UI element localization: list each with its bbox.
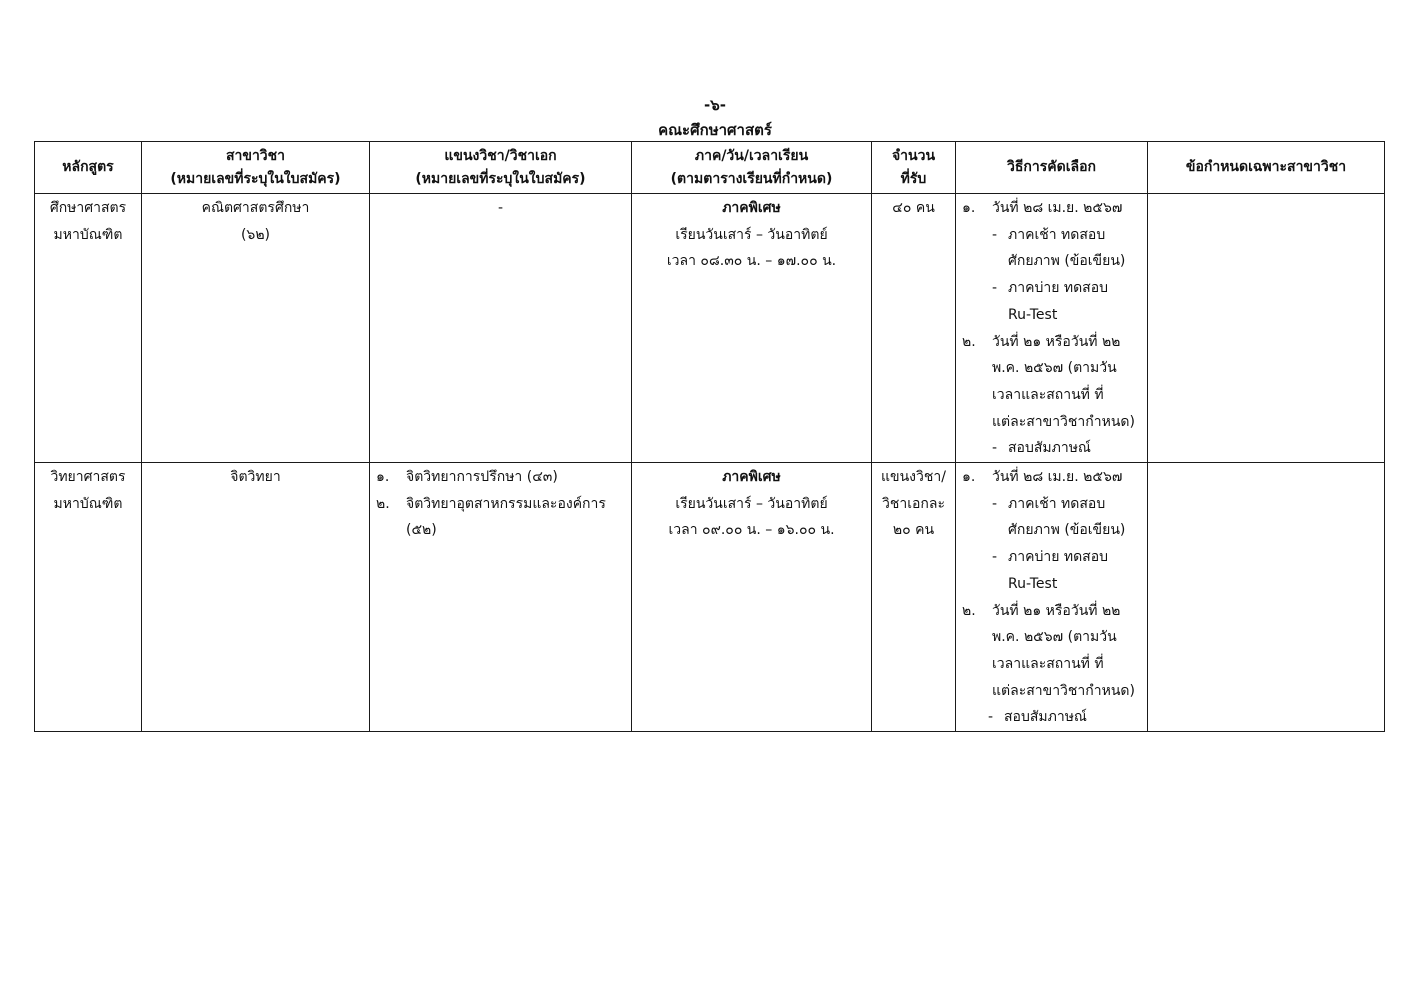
header-track-line1: แขนงวิชา/วิชาเอก xyxy=(444,147,557,164)
selection-item-text: พ.ค. ๒๕๖๗ (ตามวัน xyxy=(992,360,1117,377)
dash-bullet: - xyxy=(992,495,998,512)
dash-bullet: - xyxy=(992,549,998,566)
selection-sub-text: ภาคบ่าย ทดสอบ xyxy=(1008,549,1109,566)
header-quota-line1: จำนวน xyxy=(891,147,936,164)
track-cell xyxy=(370,463,632,732)
header-major xyxy=(142,142,370,194)
selection-item-number: ๒. xyxy=(962,602,976,619)
selection-sub-text: สอบสัมภาษณ์ xyxy=(1004,709,1087,726)
header-quota xyxy=(872,142,956,194)
selection-cell xyxy=(956,463,1148,732)
header-track xyxy=(370,142,632,194)
selection-item xyxy=(962,195,1147,222)
header-requirements xyxy=(1148,142,1385,194)
header-selection xyxy=(956,142,1148,194)
selection-sub-text: ศักยภาพ (ข้อเขียน) xyxy=(1008,253,1126,270)
table-row xyxy=(35,194,1385,463)
selection-cell xyxy=(956,194,1148,463)
dash-bullet: - xyxy=(992,440,998,457)
header-schedule-line2: (ตามตารางเรียนที่กำหนด) xyxy=(670,170,833,187)
major-cell xyxy=(142,194,370,463)
program-line2: มหาบัณฑิต xyxy=(53,226,123,243)
selection-item-text: เวลาและสถานที่ ที่ xyxy=(992,386,1104,403)
header-schedule-line1: ภาค/วัน/เวลาเรียน xyxy=(694,147,809,164)
selection-sub-text: Ru-Test xyxy=(1008,575,1058,592)
page-number: -๖- xyxy=(704,96,726,114)
schedule-cell xyxy=(632,463,872,732)
selection-item xyxy=(962,464,1147,491)
track-cell xyxy=(370,194,632,463)
quota-cell xyxy=(872,463,956,732)
selection-item-number: ๑. xyxy=(962,469,976,486)
selection-sub-text: ศักยภาพ (ข้อเขียน) xyxy=(1008,522,1126,539)
schedule-time: เวลา ๐๙.๐๐ น. – ๑๖.๐๐ น. xyxy=(668,522,835,539)
dash-bullet: - xyxy=(992,280,998,297)
track-dash: - xyxy=(497,200,504,216)
track-item xyxy=(376,464,631,491)
header-requirements-label: ข้อกำหนดเฉพาะสาขาวิชา xyxy=(1185,159,1347,175)
header-row xyxy=(35,142,1385,194)
selection-item-number: ๑. xyxy=(962,200,976,216)
header-quota-line2: ที่รับ xyxy=(900,170,927,187)
admission-table xyxy=(34,141,1385,732)
program-line2: มหาบัณฑิต xyxy=(53,495,123,512)
program-cell xyxy=(35,194,142,463)
quota-value: ๔๐ คน xyxy=(892,200,935,216)
faculty-title: คณะศึกษาศาสตร์ xyxy=(658,121,772,139)
program-line1: วิทยาศาสตร xyxy=(50,469,126,486)
dash-bullet: - xyxy=(988,709,994,726)
schedule-days: เรียนวันเสาร์ – วันอาทิตย์ xyxy=(675,226,828,243)
quota-line3: ๒๐ คน xyxy=(892,522,935,539)
track-item-number: ๑. xyxy=(376,469,390,486)
major-name: คณิตศาสตรศึกษา xyxy=(201,200,310,216)
selection-item-number: ๒. xyxy=(962,333,976,350)
selection-sub-text: Ru-Test xyxy=(1008,306,1058,323)
header-track-line2: (หมายเลขที่ระบุในใบสมัคร) xyxy=(415,170,586,187)
selection-sub-text: ภาคเช้า ทดสอบ xyxy=(1008,226,1106,243)
major-code: (๖๒) xyxy=(240,226,271,243)
program-cell xyxy=(35,463,142,732)
schedule-cell xyxy=(632,194,872,463)
selection-item xyxy=(962,329,1147,356)
selection-item-text: เวลาและสถานที่ ที่ xyxy=(992,655,1104,672)
program-line1: ศึกษาศาสตร xyxy=(49,200,127,216)
track-item-text: จิตวิทยาการปรึกษา (๔๓) xyxy=(406,469,558,486)
selection-item xyxy=(962,598,1147,625)
selection-item-text: แต่ละสาขาวิชากำหนด) xyxy=(992,413,1135,430)
requirements-cell xyxy=(1148,194,1385,463)
schedule-title: ภาคพิเศษ xyxy=(722,469,781,486)
header-major-line1: สาขาวิชา xyxy=(225,147,286,164)
major-name: จิตวิทยา xyxy=(230,469,281,486)
quota-line1: แขนงวิชา/ xyxy=(881,469,946,486)
table-row xyxy=(35,463,1385,732)
header-selection-label: วิธีการคัดเลือก xyxy=(1007,159,1096,175)
header-major-line2: (หมายเลขที่ระบุในใบสมัคร) xyxy=(170,170,341,187)
selection-sub-text: สอบสัมภาษณ์ xyxy=(1008,440,1091,457)
schedule-time: เวลา ๐๘.๓๐ น. – ๑๗.๐๐ น. xyxy=(666,253,837,270)
major-cell xyxy=(142,463,370,732)
requirements-cell xyxy=(1148,463,1385,732)
quota-cell xyxy=(872,194,956,463)
selection-item-text: วันที่ ๒๑ หรือวันที่ ๒๒ xyxy=(992,602,1121,619)
selection-item-text: วันที่ ๒๘ เม.ย. ๒๕๖๗ xyxy=(992,469,1123,486)
selection-item-text: วันที่ ๒๑ หรือวันที่ ๒๒ xyxy=(992,333,1121,350)
track-item-text: จิตวิทยาอุตสาหกรรมและองค์การ xyxy=(406,495,606,512)
header-schedule xyxy=(632,142,872,194)
header-program-label: หลักสูตร xyxy=(62,159,114,175)
track-item xyxy=(376,491,631,518)
selection-item-text: วันที่ ๒๘ เม.ย. ๒๕๖๗ xyxy=(992,200,1123,216)
schedule-title: ภาคพิเศษ xyxy=(722,200,781,216)
selection-sub-text: ภาคเช้า ทดสอบ xyxy=(1008,495,1106,512)
schedule-days: เรียนวันเสาร์ – วันอาทิตย์ xyxy=(675,495,828,512)
selection-item-text: พ.ค. ๒๕๖๗ (ตามวัน xyxy=(992,629,1117,646)
quota-line2: วิชาเอกละ xyxy=(882,495,945,512)
selection-sub-text: ภาคบ่าย ทดสอบ xyxy=(1008,280,1109,297)
track-item-code: (๕๒) xyxy=(406,522,437,539)
selection-item-text: แต่ละสาขาวิชากำหนด) xyxy=(992,682,1135,699)
dash-bullet: - xyxy=(992,226,998,243)
header-program xyxy=(35,142,142,194)
track-item-number: ๒. xyxy=(376,495,390,512)
